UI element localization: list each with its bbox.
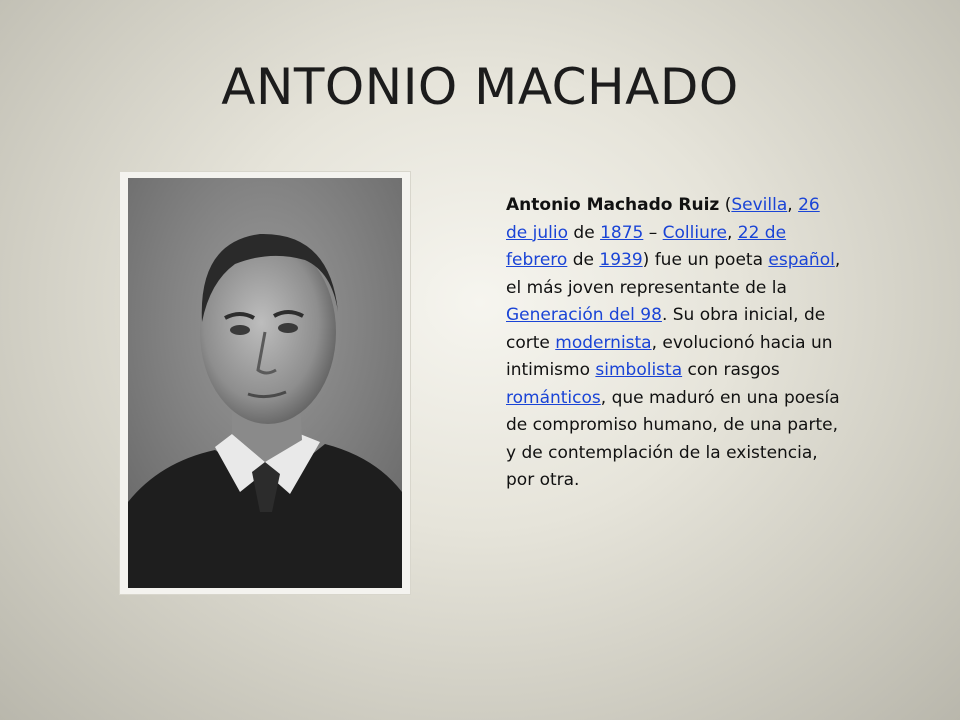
link-birth-date[interactable]: 26 de julio bbox=[506, 195, 820, 243]
bio-text-segment: , el más joven representante de la bbox=[506, 250, 841, 298]
link-generacion-98[interactable]: Generación del 98 bbox=[506, 305, 662, 325]
portrait-photo bbox=[120, 172, 410, 594]
bio-text-segment: , evolucionó hacia un intimismo bbox=[506, 332, 833, 380]
link-death-date[interactable]: 22 de febrero bbox=[506, 222, 787, 270]
slide-title: ANTONIO MACHADO bbox=[221, 58, 739, 116]
link-sevilla[interactable]: Sevilla bbox=[731, 195, 788, 215]
bio-text-segment: ) fue un poeta bbox=[642, 250, 769, 270]
link-simbolista[interactable]: simbolista bbox=[595, 360, 683, 380]
link-modernista[interactable]: modernista bbox=[555, 332, 652, 353]
bio-text-segment: con rasgos bbox=[682, 360, 780, 380]
bio-text-segment: ( bbox=[719, 195, 732, 215]
bio-text bbox=[506, 192, 841, 495]
bio-text-segment: – bbox=[643, 222, 663, 243]
link-espanol[interactable]: español bbox=[768, 250, 835, 270]
portrait-image bbox=[120, 172, 410, 594]
link-birth-year[interactable]: 1875 bbox=[600, 222, 644, 243]
bio-text-segment: . Su obra inicial, de corte bbox=[506, 305, 826, 353]
bio-text-segment: , bbox=[726, 222, 738, 243]
bio-text-segment: de bbox=[568, 222, 601, 243]
bio-text-segment: de bbox=[567, 250, 600, 270]
bio-text-segment: , bbox=[787, 195, 799, 215]
link-death-year[interactable]: 1939 bbox=[599, 250, 643, 270]
link-colliure[interactable]: Colliure bbox=[662, 222, 727, 243]
bio-name: Antonio Machado Ruiz bbox=[506, 195, 720, 215]
link-romanticos[interactable]: románticos bbox=[506, 387, 601, 408]
bio-text-segment: , que maduró en una poesía de compromiso humano, de una parte, y de contemplación de la existencia, por otra. bbox=[506, 387, 840, 490]
